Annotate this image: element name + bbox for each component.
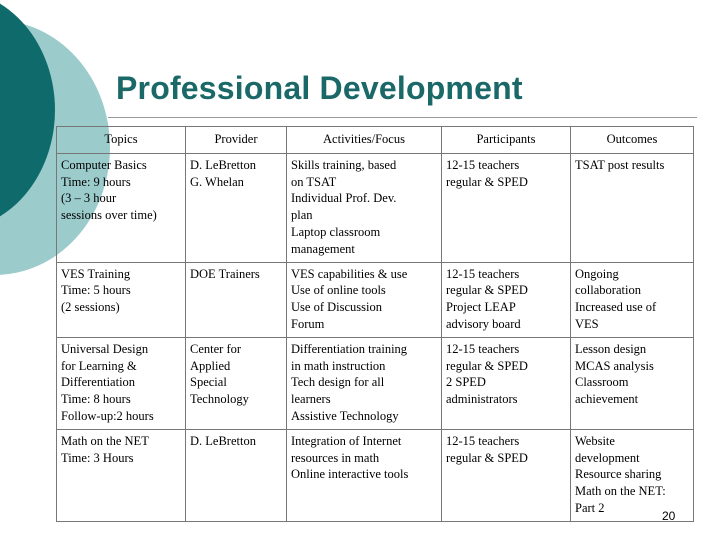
cell-outcomes: Ongoing collaboration Increased use of VES [571, 262, 694, 337]
slide-title: Professional Development [116, 70, 523, 106]
table-row [57, 153, 694, 262]
cell-outcomes: TSAT post results [571, 153, 694, 262]
header-outcomes: Outcomes [571, 127, 694, 154]
table-header-row [57, 127, 694, 154]
professional-development-table [56, 126, 694, 522]
cell-topic: Computer Basics Time: 9 hours (3 – 3 hour sessions over time) [57, 153, 186, 262]
table-row [57, 337, 694, 429]
cell-participants: 12-15 teachers regular & SPED Project LEAP advisory board [442, 262, 571, 337]
cell-provider: D. LeBretton [186, 429, 287, 521]
cell-participants: 12-15 teachers regular & SPED [442, 429, 571, 521]
cell-topic: Universal Design for Learning & Differentiation Time: 8 hours Follow-up:2 hours [57, 337, 186, 429]
cell-topic: VES Training Time: 5 hours (2 sessions) [57, 262, 186, 337]
cell-activities: Skills training, based on TSAT Individual Prof. Dev. plan Laptop classroom management [287, 153, 442, 262]
header-participants: Participants [442, 127, 571, 154]
cell-provider: DOE Trainers [186, 262, 287, 337]
table-row [57, 429, 694, 521]
cell-activities: VES capabilities & use Use of online tools Use of Discussion Forum [287, 262, 442, 337]
cell-provider: D. LeBretton G. Whelan [186, 153, 287, 262]
cell-outcomes: Website development Resource sharing Math on the NET: Part 2 [571, 429, 694, 521]
cell-activities: Differentiation training in math instruction Tech design for all learners Assistive Technology [287, 337, 442, 429]
page-number: 20 [662, 509, 676, 523]
cell-participants: 12-15 teachers regular & SPED [442, 153, 571, 262]
header-topics: Topics [57, 127, 186, 154]
cell-outcomes: Lesson design MCAS analysis Classroom achievement [571, 337, 694, 429]
table-row [57, 262, 694, 337]
header-activities-focus: Activities/Focus [287, 127, 442, 154]
cell-topic: Math on the NET Time: 3 Hours [57, 429, 186, 521]
cell-activities: Integration of Internet resources in math Online interactive tools [287, 429, 442, 521]
cell-participants: 12-15 teachers regular & SPED 2 SPED administrators [442, 337, 571, 429]
cell-provider: Center for Applied Special Technology [186, 337, 287, 429]
header-provider: Provider [186, 127, 287, 154]
title-underline [108, 117, 697, 118]
